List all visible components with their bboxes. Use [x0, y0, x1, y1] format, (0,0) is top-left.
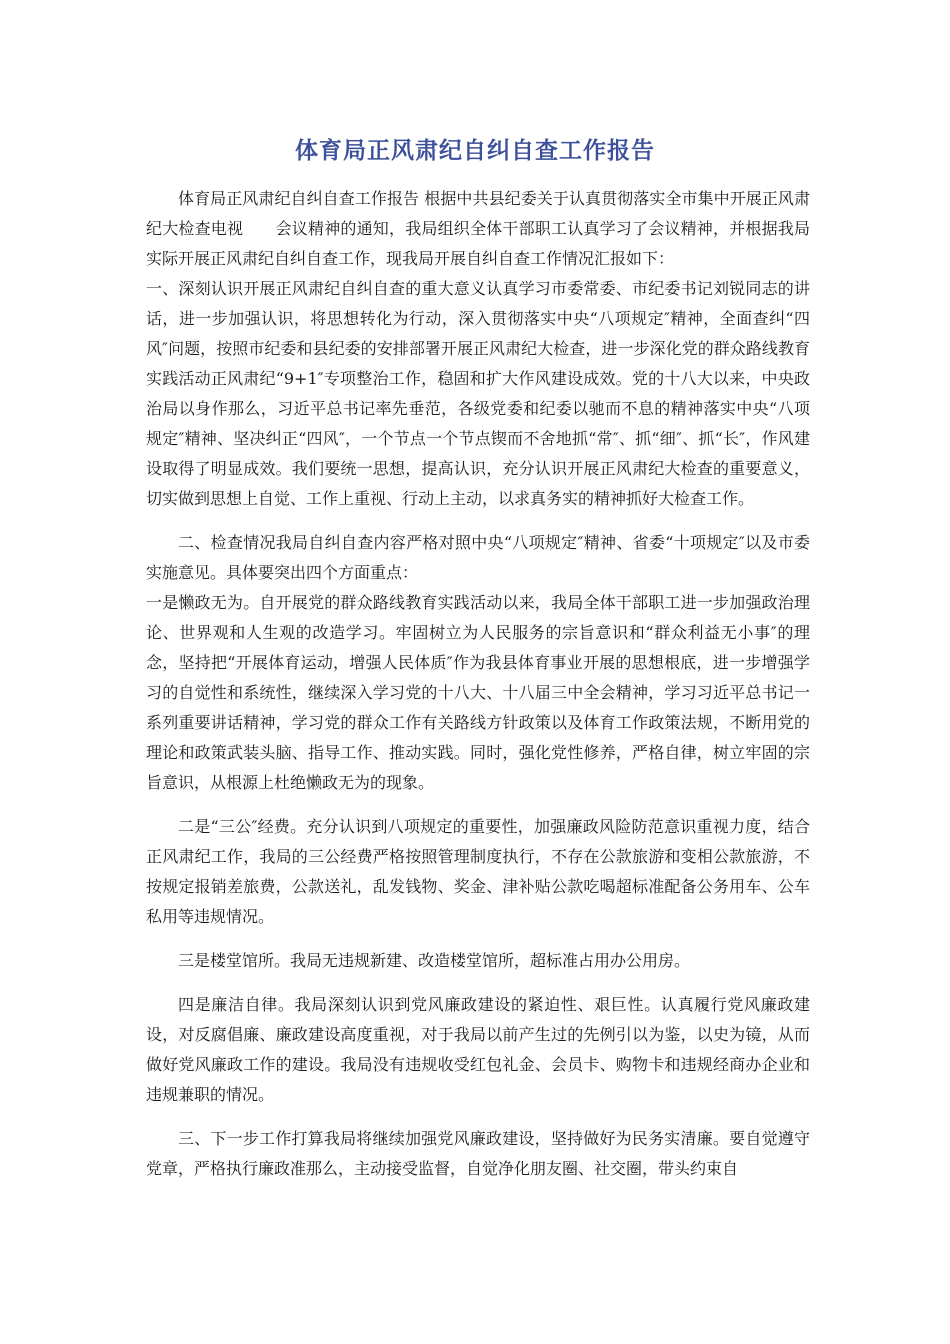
- paragraph-lazy-governance: 一是懒政无为。自开展党的群众路线教育实践活动以来，我局全体干部职工进一步加强政治理论、世界观和人生观的改造学习。牢固树立为人民服务的宗旨意识和“群众利益无小事″的理念，坚持把“开展体育运动，增强人民体质″作为我县体育事业开展的思想根底，进一步增强学习的自觉性和系统性，继续深入学习党的十八大、十八届三中全会精神，学习习近平总书记一系列重要讲话精神，学习党的群众工作有关路线方针政策以及体育工作政策法规，不断用党的理论和政策武装头脑、指导工作、推动实践。同时，强化党性修养，严格自律，树立牢固的宗旨意识，从根源上杜绝懒政无为的现象。: [146, 593, 810, 792]
- paragraph-next-steps: 三、下一步工作打算我局将继续加强党风廉政建设，坚持做好为民务实清廉。要自觉遵守党章，严格执行廉政准那么，主动接受监督，自觉净化朋友圈、社交圈，带头约束自: [146, 1129, 810, 1178]
- paragraph-intro: 体育局正风肃纪自纠自查工作报告 根据中共县纪委关于认真贯彻落实全市集中开展正风肃纪大检查电视 会议精神的通知，我局组织全体干部职工认真学习了会议精神，并根据我局实际开展正风肃纪自纠自查工作，现我局开展自纠自查工作情况汇报如下：: [146, 189, 810, 268]
- paragraph-section-two: 二、检查情况我局自纠自查内容严格对照中央“八项规定″精神、省委“十项规定″以及市委实施意见。具体要突出四个方面重点：: [146, 533, 810, 582]
- paragraph-buildings: 三是楼堂馆所。我局无违规新建、改造楼堂馆所，超标准占用办公用房。: [178, 951, 691, 970]
- paragraph-three-public-expenses: 二是“三公″经费。充分认识到八项规定的重要性，加强廉政风险防范意识重视力度，结合正风肃纪工作，我局的三公经费严格按照管理制度执行，不存在公款旅游和变相公款旅游，不按规定报销差旅费，公款送礼，乱发钱物、奖金、津补贴公款吃喝超标准配备公务用车、公车私用等违规情况。: [146, 817, 810, 926]
- paragraph-integrity: 四是廉洁自律。我局深刻认识到党风廉政建设的紧迫性、艰巨性。认真履行党风廉政建设，对反腐倡廉、廉政建设高度重视，对于我局以前产生过的先例引以为鉴，以史为镜，从而做好党风廉政工作的建设。我局没有违规收受红包礼金、会员卡、购物卡和违规经商办企业和违规兼职的情况。: [146, 995, 810, 1104]
- document-body: [146, 184, 810, 1184]
- paragraph-section-one: 一、深刻认识开展正风肃纪自纠自查的重大意义认真学习市委常委、市纪委书记刘锐同志的讲话，进一步加强认识，将思想转化为行动，深入贯彻落实中央“八项规定″精神，全面查纠“四风″问题，按照市纪委和县纪委的安排部署开展正风肃纪大检查，进一步深化党的群众路线教育实践活动正风肃纪“9+1″专项整治工作，稳固和扩大作风建设成效。党的十八大以来，中央政治局以身作那么，习近平总书记率先垂范，各级党委和纪委以驰而不息的精神落实中央“八项规定″精神、坚决纠正“四风″，一个节点一个节点锲而不舍地抓“常″、抓“细″、抓“长″，作风建设取得了明显成效。我们要统一思想，提高认识，充分认识开展正风肃纪大检查的重要意义，切实做到思想上自觉、工作上重视、行动上主动，以求真务实的精神抓好大检查工作。: [146, 279, 810, 508]
- document-title: 体育局正风肃纪自纠自查工作报告: [295, 138, 655, 164]
